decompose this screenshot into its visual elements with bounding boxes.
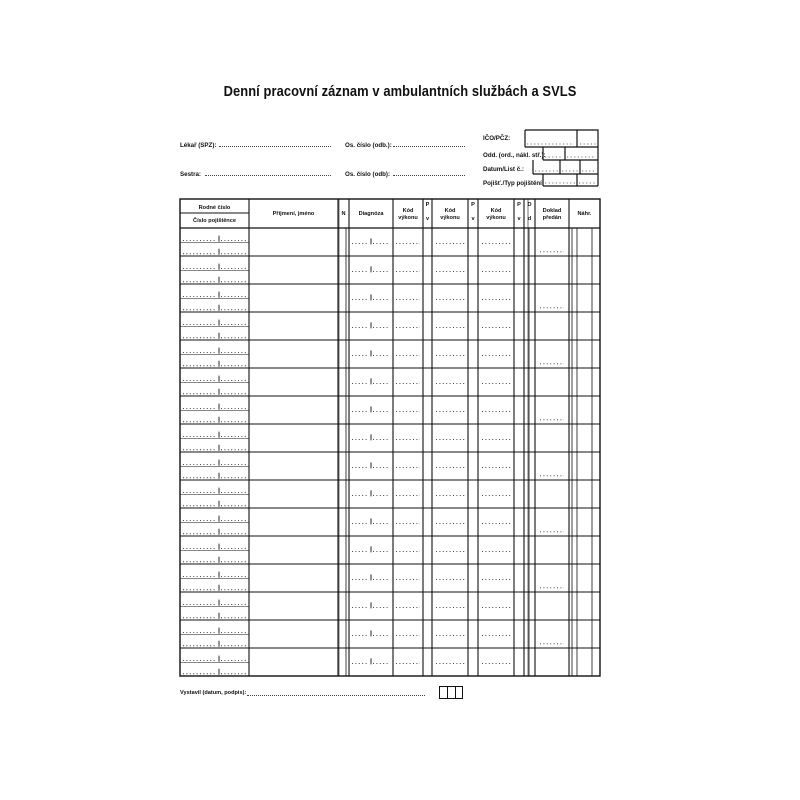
table-grid [180, 199, 600, 676]
col-kod-vykonu-1-a: Kód [402, 208, 414, 214]
os-cislo-field-1[interactable] [393, 146, 465, 147]
lekar-field[interactable] [219, 146, 331, 147]
os-cislo-label-2: Os. číslo (odb): [345, 171, 391, 178]
lekar-label: Lékař (SPZ): [180, 142, 217, 149]
col-diagnoza: Diagnóza [358, 211, 384, 217]
col-pv-2-v: v [471, 216, 475, 222]
col-kod-vykonu-1-b: výkonu [398, 215, 418, 221]
col-kod-vykonu-3-b: výkonu [486, 215, 506, 221]
col-prijmeni-jmeno: Příjmení, jméno [272, 211, 315, 217]
col-kod-vykonu-2-b: výkonu [440, 215, 460, 221]
ico-pcz-label: IČO/PČZ: [483, 135, 511, 142]
col-kod-vykonu-3-a: Kód [490, 208, 502, 214]
form-title: Denní pracovní záznam v ambulantních službách a SVLS [223, 83, 577, 100]
sestra-label: Sestra: [180, 171, 201, 178]
col-pv-3-p: P [517, 202, 521, 208]
col-nahr: Náhr. [577, 211, 592, 217]
col-cislo-pojistence: Číslo pojištěnce [193, 218, 236, 224]
col-pv-1-p: P [425, 202, 430, 208]
vystavil-field[interactable] [247, 695, 425, 696]
os-cislo-field-2[interactable] [393, 175, 465, 176]
col-pv-2-p: P [471, 202, 475, 208]
col-n: N [341, 211, 346, 217]
col-kod-vykonu-2-a: Kód [444, 208, 456, 214]
vystavil-box[interactable] [439, 686, 463, 699]
datum-list-label: Datum/List č.: [483, 166, 524, 173]
record-table [180, 199, 600, 676]
odd-label: Odd. (ord., nákl. stř.): [483, 152, 546, 159]
col-pv-1-v: v [425, 216, 430, 222]
col-rodne-cislo: Rodné číslo [198, 205, 231, 211]
col-doklad-b: předán [542, 215, 562, 221]
sestra-field[interactable] [205, 175, 331, 176]
os-cislo-label-1: Os. číslo (odb.): [345, 142, 392, 149]
col-dd-dd: d [527, 216, 532, 222]
col-dd-d: D [527, 202, 532, 208]
vystavil-label: Vystavil (datum, podpis): [180, 690, 247, 696]
col-doklad-a: Doklad [542, 208, 562, 214]
col-pv-3-v: v [517, 216, 521, 222]
pojist-label: Pojišť./Typ pojištění: [483, 180, 544, 187]
